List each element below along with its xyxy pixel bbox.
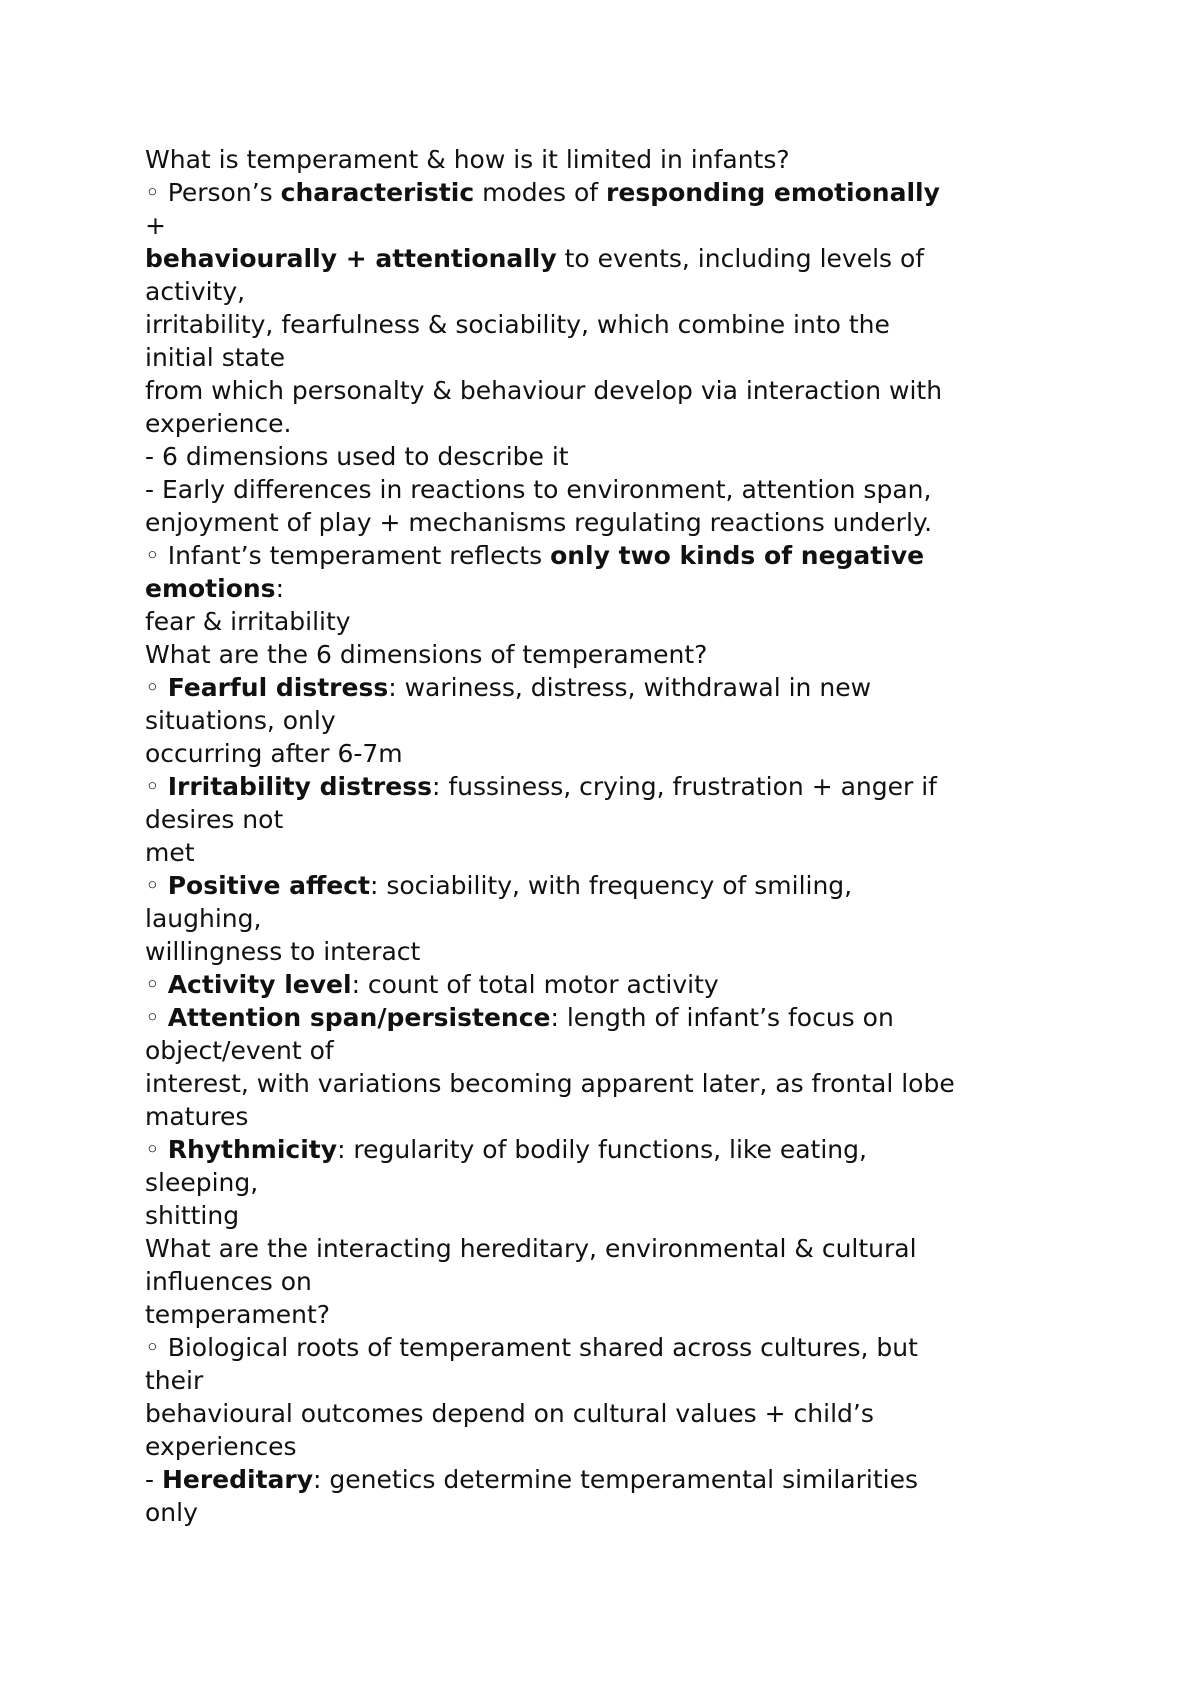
text-run: ◦ Person’s (145, 178, 281, 207)
text-line (145, 473, 1065, 506)
text-line (145, 209, 1065, 242)
bold-text: Positive affect (167, 871, 370, 900)
text-line (145, 638, 1065, 671)
bold-text: Activity level (167, 970, 352, 999)
text-line (145, 1232, 1065, 1265)
text-line (145, 1199, 1065, 1232)
text-run: temperament? (145, 1300, 331, 1329)
text-line (145, 737, 1065, 770)
text-run: matures (145, 1102, 249, 1131)
text-run: What is temperament & how is it limited in infants? (145, 145, 790, 174)
text-run: initial state (145, 343, 286, 372)
text-run: experience. (145, 409, 292, 438)
bold-text: Attention span/persistence (167, 1003, 551, 1032)
text-line (145, 1298, 1065, 1331)
text-run: modes of (474, 178, 607, 207)
text-run: sleeping, (145, 1168, 259, 1197)
text-line (145, 1430, 1065, 1463)
text-run: influences on (145, 1267, 312, 1296)
bold-text: emotions (145, 574, 276, 603)
text-line (145, 1463, 1065, 1496)
text-line (145, 968, 1065, 1001)
text-run: : fussiness, crying, frustration + anger if (431, 772, 937, 801)
text-run: object/event of (145, 1036, 334, 1065)
text-run: fear & irritability (145, 607, 351, 636)
text-line (145, 1364, 1065, 1397)
text-run: : length of infant’s focus on (550, 1003, 894, 1032)
bold-text: behaviourally + attentionally (145, 244, 557, 273)
text-line (145, 671, 1065, 704)
text-line (145, 341, 1065, 374)
text-run: : (275, 574, 284, 603)
text-run: activity, (145, 277, 246, 306)
text-line (145, 374, 1065, 407)
document-body (145, 143, 1065, 1529)
text-line (145, 1133, 1065, 1166)
text-line (145, 1397, 1065, 1430)
bold-text: responding emotionally (606, 178, 940, 207)
text-line (145, 1100, 1065, 1133)
text-run: their (145, 1366, 204, 1395)
text-run: experiences (145, 1432, 297, 1461)
bold-text: only two kinds of negative (550, 541, 925, 570)
bold-text: Fearful distress (167, 673, 389, 702)
bold-text: Rhythmicity (167, 1135, 338, 1164)
text-run: situations, only (145, 706, 336, 735)
text-run: : regularity of bodily functions, like eating, (337, 1135, 867, 1164)
text-run: ◦ (145, 1135, 168, 1164)
text-run: shitting (145, 1201, 240, 1230)
text-line (145, 836, 1065, 869)
text-line (145, 605, 1065, 638)
text-run: What are the 6 dimensions of temperament? (145, 640, 708, 669)
text-run: ◦ Biological roots of temperament shared across cultures, but (145, 1333, 918, 1362)
text-line (145, 506, 1065, 539)
text-run: interest, with variations becoming apparent later, as frontal lobe (145, 1069, 955, 1098)
text-line (145, 440, 1065, 473)
text-line (145, 242, 1065, 275)
text-line (145, 1034, 1065, 1067)
text-run: enjoyment of play + mechanisms regulating reactions underly. (145, 508, 933, 537)
text-run: behavioural outcomes depend on cultural values + child’s (145, 1399, 874, 1428)
text-line (145, 869, 1065, 902)
text-run: - 6 dimensions used to describe it (145, 442, 569, 471)
text-run: ◦ (145, 1003, 168, 1032)
text-line (145, 407, 1065, 440)
text-line (145, 803, 1065, 836)
text-line (145, 1265, 1065, 1298)
text-run: to events, including levels of (556, 244, 925, 273)
text-run: desires not (145, 805, 284, 834)
text-run: irritability, fearfulness & sociability, which combine into the (145, 310, 890, 339)
text-line (145, 572, 1065, 605)
text-run: from which personalty & behaviour develop via interaction with (145, 376, 943, 405)
bold-text: Irritability distress (167, 772, 432, 801)
text-run: : genetics determine temperamental similarities (313, 1465, 918, 1494)
text-run: met (145, 838, 195, 867)
text-line (145, 539, 1065, 572)
text-line (145, 143, 1065, 176)
text-run: only (145, 1498, 198, 1527)
text-line (145, 275, 1065, 308)
text-run: ◦ (145, 673, 168, 702)
text-line (145, 704, 1065, 737)
text-line (145, 1067, 1065, 1100)
text-line (145, 1496, 1065, 1529)
text-line (145, 1001, 1065, 1034)
text-line (145, 1166, 1065, 1199)
text-run: : count of total motor activity (351, 970, 719, 999)
text-run: ◦ (145, 970, 168, 999)
text-run: + (145, 211, 166, 240)
text-run: ◦ (145, 871, 168, 900)
text-line (145, 1331, 1065, 1364)
text-run: laughing, (145, 904, 262, 933)
bold-text: characteristic (280, 178, 475, 207)
text-run: What are the interacting hereditary, environmental & cultural (145, 1234, 917, 1263)
text-line (145, 935, 1065, 968)
text-line (145, 902, 1065, 935)
text-run: occurring after 6-7m (145, 739, 403, 768)
text-line (145, 770, 1065, 803)
text-line (145, 308, 1065, 341)
text-run: - Early differences in reactions to environment, attention span, (145, 475, 932, 504)
text-line (145, 176, 1065, 209)
text-run: ◦ (145, 772, 168, 801)
text-run: - (145, 1465, 162, 1494)
text-run: willingness to interact (145, 937, 421, 966)
text-run: ◦ Infant’s temperament reflects (145, 541, 551, 570)
bold-text: Hereditary (161, 1465, 314, 1494)
text-run: : wariness, distress, withdrawal in new (388, 673, 872, 702)
text-run: : sociability, with frequency of smiling, (369, 871, 853, 900)
